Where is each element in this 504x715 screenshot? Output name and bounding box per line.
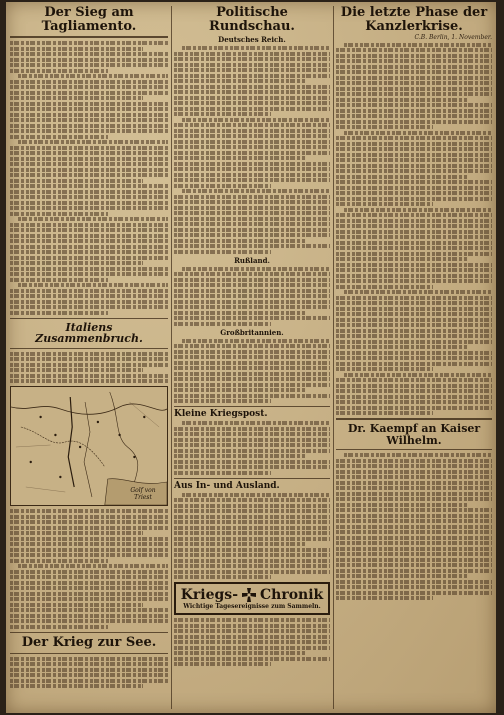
iron-cross-icon [242,588,256,602]
middle-column [174,6,330,709]
kriegs-chronik-box [174,582,330,615]
divider [174,406,330,407]
kriegs-chronik-title [178,587,326,603]
headline-sieg-tagliamento: Der Sieg am Tagliamento. [41,5,137,34]
headline-kleine-kriegspost: Kleine Kriegspost. [174,409,268,420]
article-body-chronik [174,618,330,666]
article-body-grossbritannien [174,339,330,404]
kriegs-chronik-title-left: Kriegs- [180,587,239,604]
divider [10,632,168,633]
front-map [10,386,168,506]
article-body-kaempf [336,453,492,600]
article-body-deutsches-reich [174,46,330,254]
right-column [336,6,492,709]
divider [10,348,168,349]
article-body-kriegspost [174,421,330,475]
divider [336,418,492,420]
article-body-tagliamento [10,41,168,315]
divider [10,318,168,319]
left-column [10,6,168,709]
headline-kaempf-an-kaiser: Dr. Kaempf an Kaiser Wilhelm. [347,422,481,447]
headline-italiens-zusammenbruch: Italiens Zusammenbruch. [35,320,143,346]
divider [336,449,492,450]
map-label-gulf: Golf von Triest [130,487,156,502]
headline-kanzlerkrise: Die letzte Phase der Kanzlerkrise. [340,5,488,34]
divider [10,653,168,654]
column-divider-left [171,6,172,709]
article-body-after-map [10,509,168,629]
divider [174,478,330,479]
article-body-krieg-see [10,657,168,689]
subhead-deutsches-reich: Deutsches Reich. [218,35,286,45]
divider [10,36,168,38]
subhead-russland: Rußland. [234,255,270,265]
article-body-ausland [174,493,330,580]
column-divider-right [333,6,334,709]
newspaper-page [6,2,496,713]
article-body-kanzlerkrise [336,43,492,416]
headline-krieg-zur-see: Der Krieg zur See. [21,634,157,650]
headline-aus-in-und-ausland: Aus In- und Ausland. [174,480,280,491]
article-body-zusammenbruch [10,352,168,384]
subhead-grossbritannien: Großbritannien. [220,327,284,337]
article-body-russland [174,267,330,326]
headline-politische-rundschau: Politische Rundschau. [209,5,295,34]
dateline: C.B. Berlin, 1. November. [414,34,492,42]
kriegs-chronik-subtitle: Wichtige Tagesereignisse zum Sammeln. [183,603,321,611]
kriegs-chronik-title-right: Chronik [260,587,324,604]
